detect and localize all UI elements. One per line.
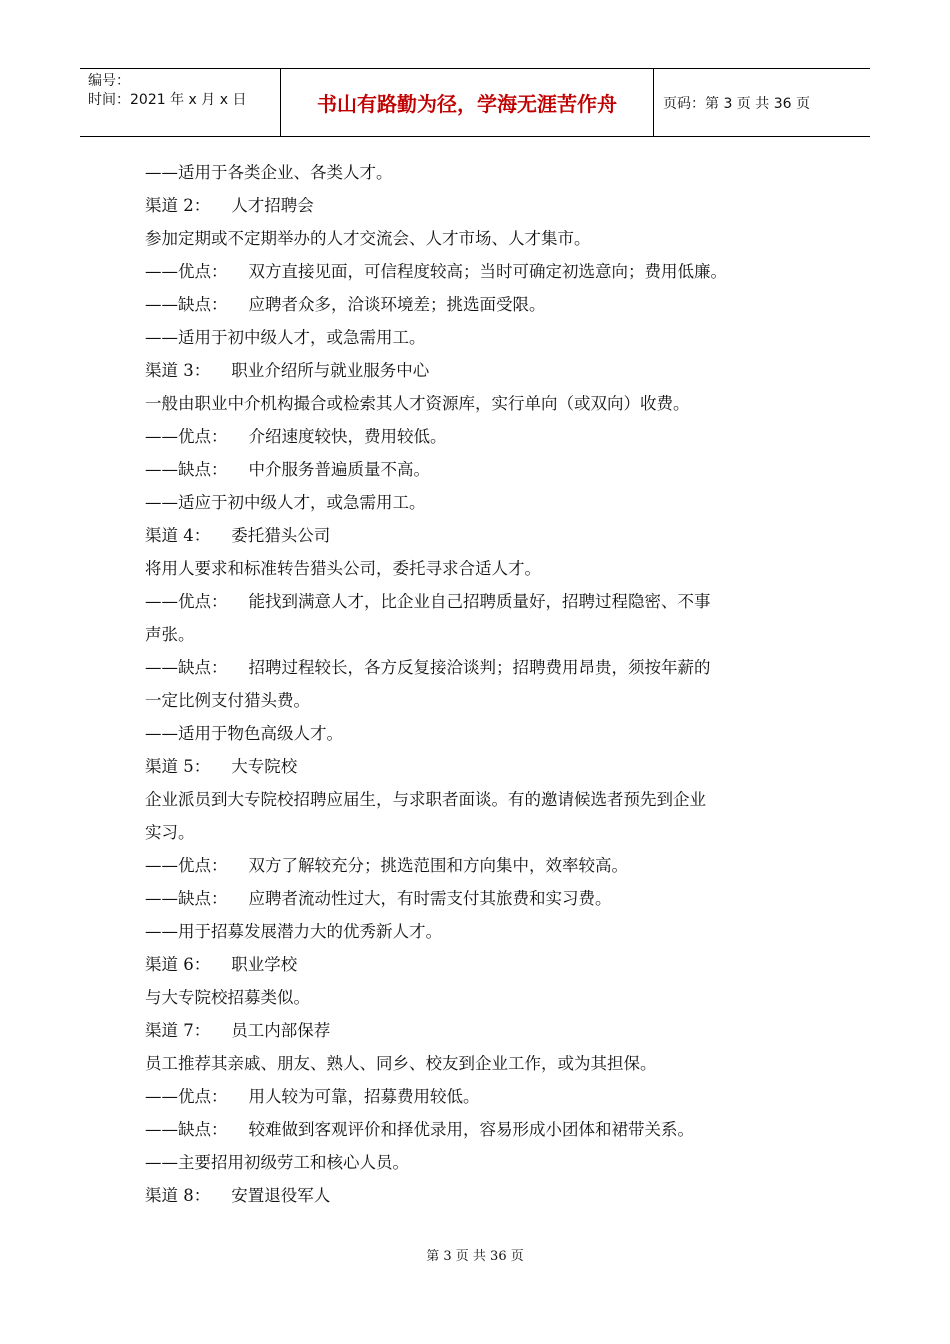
channel-heading: 渠道 8： 安置退役军人 [145, 1186, 331, 1205]
text-line: ——优点： 用人较为可靠，招募费用较低。 [145, 1087, 480, 1106]
text-line: ——缺点： 较难做到客观评价和择优录用，容易形成小团体和裙带关系。 [145, 1120, 694, 1139]
text-line: ——适用于初中级人才，或急需用工。 [145, 328, 426, 347]
text-line: 实习。 [145, 823, 195, 842]
document-body [145, 156, 805, 1212]
channel-heading: 渠道 3： 职业介绍所与就业服务中心 [145, 361, 430, 380]
text-line: ——缺点： 应聘者众多，洽谈环境差；挑选面受限。 [145, 295, 546, 314]
text-line: ——缺点： 招聘过程较长，各方反复接洽谈判；招聘费用昂贵，须按年薪的 [145, 658, 711, 677]
page-footer: 第 3 页 共 36 页 [426, 1249, 524, 1264]
channel-heading: 渠道 5： 大专院校 [145, 757, 298, 776]
text-line: 企业派员到大专院校招聘应届生，与求职者面谈。有的邀请候选者预先到企业 [145, 790, 706, 809]
text-line: 与大专院校招募类似。 [145, 988, 310, 1007]
document-header [80, 68, 870, 137]
text-line: 一定比例支付猎头费。 [145, 691, 310, 710]
text-line: ——优点： 介绍速度较快，费用较低。 [145, 427, 447, 446]
text-line: ——优点： 能找到满意人才，比企业自己招聘质量好，招聘过程隐密、不事 [145, 592, 711, 611]
text-line: ——适应于初中级人才，或急需用工。 [145, 493, 426, 512]
text-line: ——用于招募发展潜力大的优秀新人才。 [145, 922, 442, 941]
text-line: ——缺点： 中介服务普遍质量不高。 [145, 460, 430, 479]
text-line: 声张。 [145, 625, 195, 644]
channel-heading: 渠道 4： 委托猎头公司 [145, 526, 331, 545]
text-line: 参加定期或不定期举办的人才交流会、人才市场、人才集市。 [145, 229, 591, 248]
text-line: ——优点： 双方直接见面，可信程度较高；当时可确定初选意向；费用低廉。 [145, 262, 727, 281]
number-label: 编号： [88, 73, 130, 89]
channel-heading: 渠道 6： 职业学校 [145, 955, 298, 974]
channel-heading: 渠道 2： 人才招聘会 [145, 196, 314, 215]
text-line: 一般由职业中介机构撮合或检索其人才资源库，实行单向（或双向）收费。 [145, 394, 690, 413]
channel-heading: 渠道 7： 员工内部保荐 [145, 1021, 331, 1040]
time-label: 时间：2021 年 x 月 x 日 [88, 92, 247, 108]
text-line: 员工推荐其亲戚、朋友、熟人、同乡、校友到企业工作，或为其担保。 [145, 1054, 657, 1073]
header-motto: 书山有路勤为径，学海无涯苦作舟 [281, 69, 654, 136]
text-line: ——主要招用初级劳工和核心人员。 [145, 1153, 409, 1172]
text-line: ——优点： 双方了解较充分；挑选范围和方向集中，效率较高。 [145, 856, 628, 875]
header-page-code: 页码：第 3 页 共 36 页 [663, 95, 810, 112]
text-line: ——缺点： 应聘者流动性过大，有时需支付其旅费和实习费。 [145, 889, 612, 908]
header-meta [80, 69, 281, 136]
text-line: ——适用于物色高级人才。 [145, 724, 343, 743]
text-line: ——适用于各类企业、各类人才。 [145, 163, 393, 182]
text-line: 将用人要求和标准转告猎头公司，委托寻求合适人才。 [145, 559, 541, 578]
